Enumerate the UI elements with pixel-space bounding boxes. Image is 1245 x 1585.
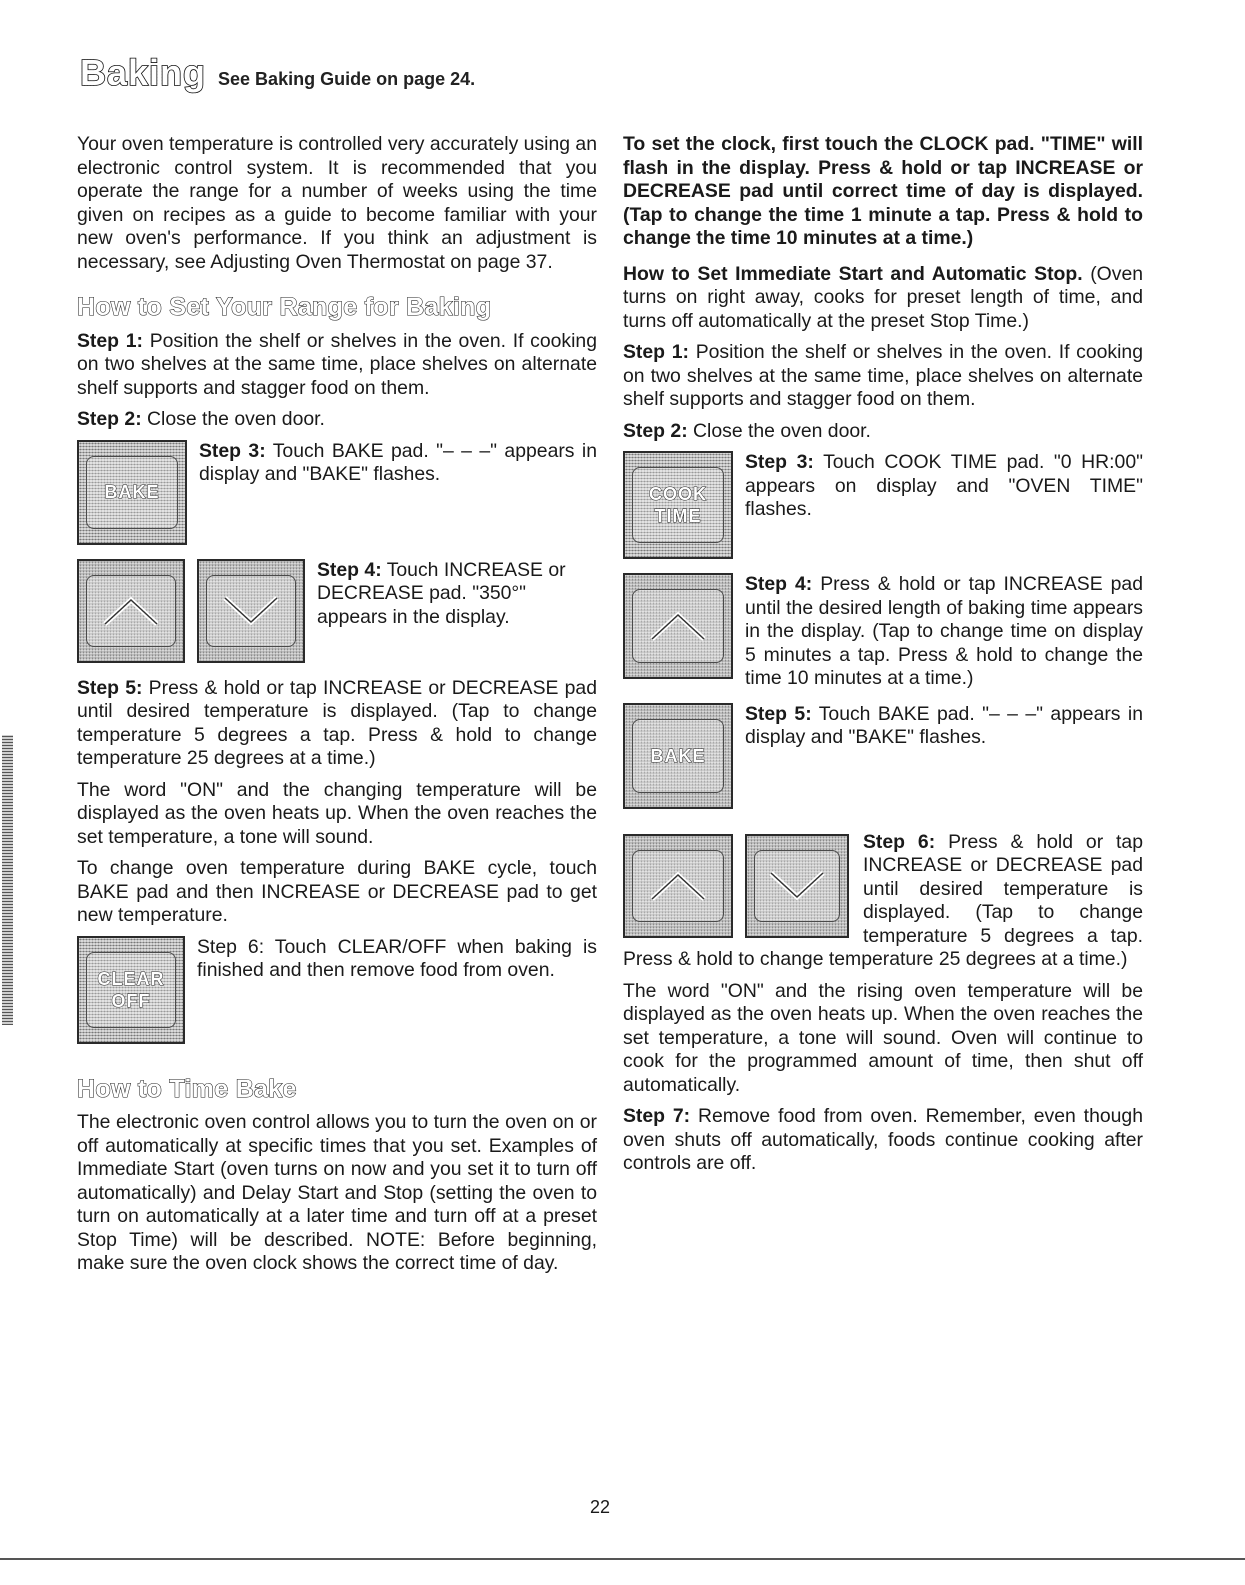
right-step-4 xyxy=(623,573,1143,691)
immediate-start-text: (Oven turns on right away, cooks for preset length of time, and turns off automatically at the preset Stop Time.) xyxy=(623,262,1144,332)
immediate-start-heading: How to Set Immediate Start and Automatic Stop. xyxy=(623,262,1083,285)
up-arrow-icon xyxy=(648,611,708,641)
step-label: Step 3: xyxy=(199,439,266,462)
increase-pad xyxy=(623,834,733,938)
up-arrow-icon xyxy=(101,596,161,626)
immediate-start-section xyxy=(623,263,1143,334)
bake-pad-label: BAKE xyxy=(650,745,706,766)
step-label: Step 5: xyxy=(77,676,143,699)
increase-pad xyxy=(623,573,733,679)
step-label: Step 2: xyxy=(623,419,688,442)
left-column xyxy=(77,133,597,1284)
right-step-5 xyxy=(623,703,1143,809)
time-bake-paragraph: The electronic oven control allows you to turn the oven on or off automatically at specific times that you set. Examples of Immediate Start (oven turns on now and you set it to turn off automatically) and Delay Start and Stop (setting the oven to turn on automatically at a later time and turn off at a preset Stop Time) will be described. NOTE: Before beginning, make sure the oven clock shows the correct time of day. xyxy=(77,1111,597,1274)
right-step-1 xyxy=(623,341,1143,412)
step-text: Position the shelf or shelves in the oven. If cooking on two shelves at the same time, place shelves on alternate shelf supports and stagger food on them. xyxy=(77,329,598,399)
right-step-6 xyxy=(623,831,1143,972)
step-text: Step 6: Touch CLEAR/OFF when baking is finished and then remove food from oven. xyxy=(197,935,597,981)
left-step-3 xyxy=(77,440,597,545)
step-text: Touch BAKE pad. "– – –" appears in display and "BAKE" flashes. xyxy=(745,702,1143,748)
increase-pad xyxy=(77,559,185,663)
cook-time-pad xyxy=(623,451,733,559)
right-step-2 xyxy=(623,420,1143,444)
cook-pad-label: COOK xyxy=(649,484,707,504)
step-label: Step 4: xyxy=(317,558,382,581)
step-label: Step 6: xyxy=(863,830,936,853)
rising-temperature-paragraph: The word "ON" and the rising oven temperature will be displayed as the oven heats up. When the oven reaches the set temperature, a tone will sound. Oven will continue to cook for the programmed amount of time, then shut off automatically. xyxy=(623,979,1143,1096)
step-text: Press & hold or tap INCREASE pad until the desired length of baking time appears in the display. (Tap to change time on display 5 minutes a tap. Press & hold to change the time 10 minutes at a time.) xyxy=(745,573,1143,689)
step-label: Step 5: xyxy=(745,702,812,725)
step-text: Touch BAKE pad. "– – –" appears in display and "BAKE" flashes. xyxy=(199,439,597,485)
bake-pad xyxy=(623,703,733,809)
step-text: Touch INCREASE or DECREASE pad. "350°" appears in the display. xyxy=(317,558,566,628)
down-arrow-icon xyxy=(767,871,827,901)
scan-mark xyxy=(2,735,13,1025)
step-text: Close the oven door. xyxy=(693,419,871,442)
left-step-4 xyxy=(77,559,597,663)
on-temperature-paragraph: The word "ON" and the changing temperature will be displayed as the oven heats up. When the oven reaches the set temperature, a tone will sound. xyxy=(77,778,597,848)
page-number: 22 xyxy=(589,1497,611,1517)
step-label: Step 4: xyxy=(745,573,813,595)
step-text: Touch COOK TIME pad. "0 HR:00" appears on display and "OVEN TIME" flashes. xyxy=(745,451,1143,520)
right-column xyxy=(623,133,1143,1184)
step-label: Step 2: xyxy=(77,408,142,430)
heading-set-range: How to Set Your Range for Baking xyxy=(77,293,492,321)
step-label: Step 3: xyxy=(745,451,814,473)
down-arrow-icon xyxy=(221,596,281,626)
step-text: Press & hold or tap INCREASE or DECREASE pad until desired temperature is displayed. (Tap to change temperature 5 degrees a tap. Press & hold to change temperature 25 degrees at a time.) xyxy=(623,830,1143,970)
bottom-rule xyxy=(0,1558,1245,1560)
left-step-5 xyxy=(77,677,597,771)
section-reference: See Baking Guide on page 24. xyxy=(218,69,476,89)
decrease-pad xyxy=(197,559,305,663)
clock-instructions: To set the clock, first touch the CLOCK pad. "TIME" will flash in the display. Press & hold or tap INCREASE or DECREASE pad until correct time of day is displayed. (Tap to change the time 1 minute a tap. Press & hold to change the time 10 minutes at a time.) xyxy=(623,133,1143,249)
clear-off-pad xyxy=(77,936,185,1044)
page-header xyxy=(80,52,475,94)
step-text: Press & hold or tap INCREASE or DECREASE pad until desired temperature is displayed. (Tap to change temperature 5 degrees a tap. Press & hold to change temperature 25 degrees at a time.) xyxy=(77,676,598,769)
bake-pad-label: BAKE xyxy=(104,482,160,502)
up-arrow-icon xyxy=(648,871,708,901)
change-temperature-paragraph: To change oven temperature during BAKE cycle, touch BAKE pad and then INCREASE or DECREASE pad to get new temperature. xyxy=(77,857,597,926)
step-label: Step 7: xyxy=(623,1105,691,1127)
left-step-1 xyxy=(77,330,597,401)
step-text: Close the oven door. xyxy=(147,408,325,430)
intro-paragraph: Your oven temperature is controlled very accurately using an electronic control system. It is recommended that you operate the range for a number of weeks using the time given on recipes as a guide to become familiar with your new oven's performance. If you think an adjustment is necessary, see Adjusting Oven Thermostat on page 37. xyxy=(77,133,597,273)
decrease-pad xyxy=(745,834,849,938)
section-title: Baking xyxy=(80,52,207,93)
step-label: Step 1: xyxy=(77,329,143,352)
left-step-2 xyxy=(77,408,597,432)
left-step-6 xyxy=(77,936,597,1044)
time-pad-label: TIME xyxy=(654,506,702,526)
heading-time-bake: How to Time Bake xyxy=(77,1074,297,1103)
step-text: Position the shelf or shelves in the oven. If cooking on two shelves at the same time, place shelves on alternate shelf supports and stagger food on them. xyxy=(623,341,1144,410)
right-step-7 xyxy=(623,1105,1143,1176)
bake-pad xyxy=(77,440,187,545)
step-text: Remove food from oven. Remember, even though oven shuts off automatically, foods continue cooking after controls are off. xyxy=(623,1105,1143,1174)
clear-pad-label: CLEAR xyxy=(97,968,165,989)
step-label: Step 1: xyxy=(623,341,689,363)
off-pad-label: OFF xyxy=(111,990,151,1011)
right-step-3 xyxy=(623,451,1143,559)
